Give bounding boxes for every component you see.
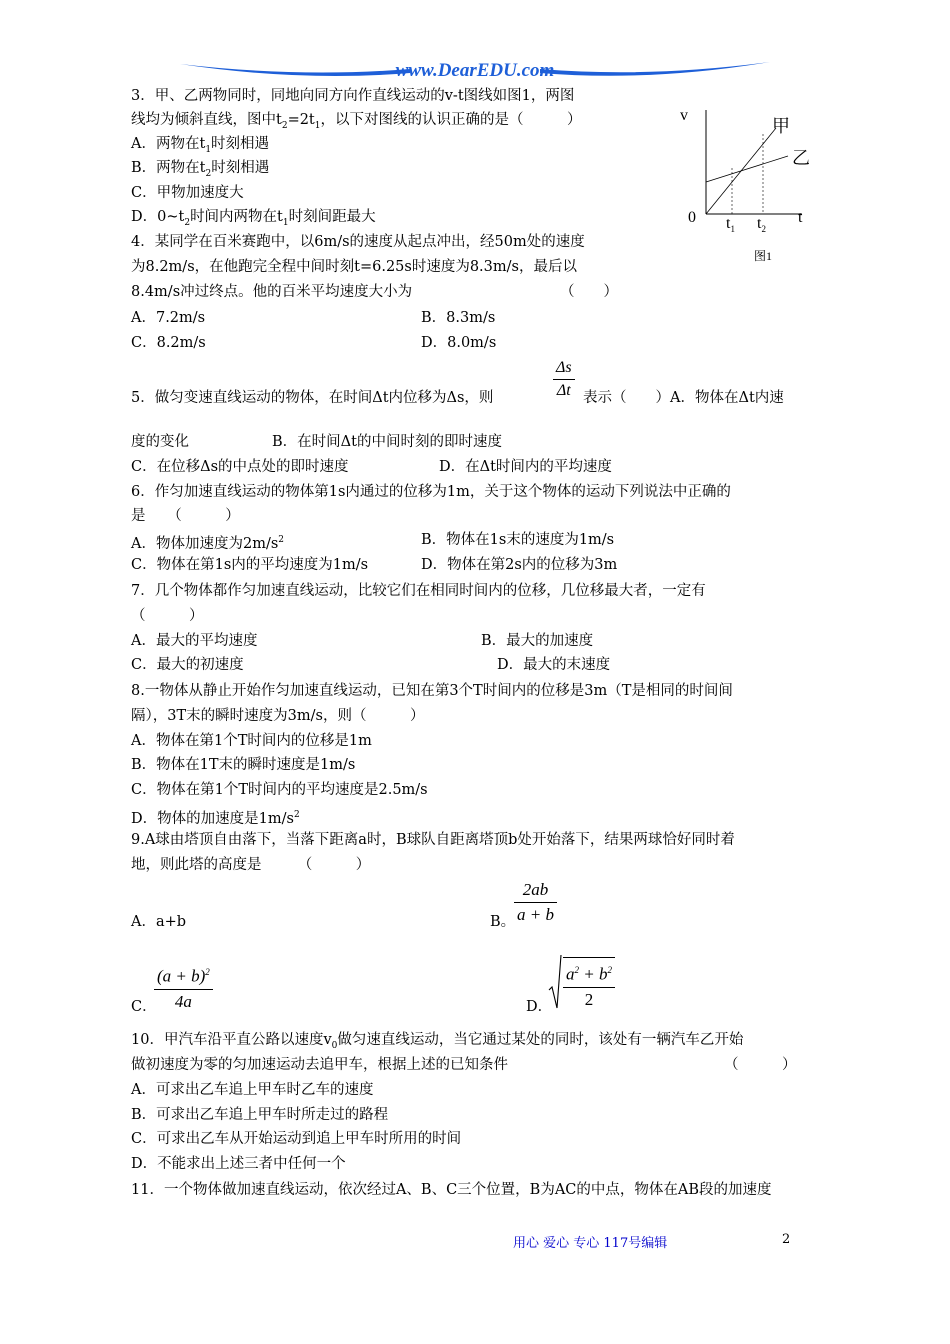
q4-option-b: B．8.3m/s [421, 310, 496, 326]
q8-option-b: B．物体在1T末的瞬时速度是1m/s [131, 757, 356, 773]
header-logo [180, 56, 770, 86]
q9-option-c-fraction: $\frac{(a + b)^2}{4a}$ [154, 960, 213, 1014]
sqrt-sign-icon [548, 954, 562, 1010]
q10-option-c: C．可求出乙车从开始运动到追上甲车时所用的时间 [131, 1131, 462, 1147]
q10-line2: 做初速度为零的匀加速运动去追甲车，根据上述的已知条件 [131, 1057, 508, 1073]
v-label: v [680, 107, 688, 124]
q9-line1: 9.A球由塔顶自由落下，当落下距离a时，B球队自距离塔顶b处开始落下，结果两球恰好同时着 [131, 832, 735, 848]
q9-option-b-fraction: $\frac{2ab}{a + b}$ [514, 878, 557, 927]
figure-caption: 图1 [754, 249, 773, 263]
q3-option-a: A．两物在$t_1$时刻相遇 [131, 136, 270, 155]
q4-option-c: C．8.2m/s [131, 335, 206, 351]
q10-option-d: D．不能求出上述三者中任何一个 [131, 1156, 346, 1172]
q3-option-c: C．甲物加速度大 [131, 185, 244, 201]
q4-option-a: A．7.2m/s [131, 310, 206, 326]
q4-option-d: D．8.0m/s [421, 335, 497, 351]
q6-option-b: B．物体在1s末的速度为1m/s [421, 532, 615, 548]
q5-option-a-cont: 度的变化 [131, 434, 189, 450]
yi-label: 乙 [792, 148, 810, 168]
q6-option-d: D．物体在第2s内的位移为3m [421, 557, 618, 573]
q4-line1: 4．某同学在百米赛跑中，以6m/s的速度从起点冲出，经50m处的速度 [131, 234, 585, 250]
q10-option-b: B．可求出乙车追上甲车时所走过的路程 [131, 1107, 389, 1123]
q7-option-a: A．最大的平均速度 [131, 633, 258, 649]
header-site-name: www.DearEDU.com [395, 60, 555, 81]
q8-option-a: A．物体在第1个T时间内的位移是1m [131, 733, 372, 749]
q3-line2: 线均为倾斜直线，图中$t_2=2t_1$，以下对图线的认识正确的是（ ） [131, 112, 582, 131]
q8-option-c: C．物体在第1个T时间内的平均速度是2.5m/s [131, 782, 428, 798]
q7-line1: 7．几个物体都作匀加速直线运动，比较它们在相同时间内的位移，几位移最大者，一定有 [131, 583, 706, 599]
q3-line1: 3．甲、乙两物同时，同地向同方向作直线运动的v-t图线如图1，两图 [131, 88, 575, 104]
q8-option-d: D．物体的加速度是$1m/s^2$ [131, 810, 300, 827]
q9-option-d-fraction: $\frac{a^2 + b^2}{2}$ [563, 957, 615, 1012]
q9-line2: 地，则此塔的高度是 （ ） [131, 857, 371, 873]
q5-fraction: $\frac{\Delta s}{\Delta t}$ [553, 357, 575, 402]
page-number: 2 [782, 1232, 791, 1247]
q8-line2: 隔），3T末的瞬时速度为3m/s，则（ ） [131, 708, 425, 724]
q4-line3: 8.4m/s冲过终点。他的百米平均速度大小为 [131, 284, 413, 300]
q9-option-b-label: B。 [490, 914, 516, 930]
jia-label: 甲 [772, 116, 790, 136]
q9-option-c-label: C． [131, 999, 157, 1015]
q10-option-a: A．可求出乙车追上甲车时乙车的速度 [131, 1082, 374, 1098]
q6-line2: 是 （ ） [131, 508, 240, 524]
origin-label: 0 [688, 209, 696, 226]
q11-line1: 11．一个物体做加速直线运动，依次经过A、B、C三个位置，B为AC的中点，物体在AB段的加速度 [131, 1182, 772, 1198]
footer-slogan: 用心 爱心 专心 117号编辑 [513, 1236, 668, 1251]
q6-line1: 6．作匀加速直线运动的物体第1s内通过的位移为1m，关于这个物体的运动下列说法中正确的 [131, 484, 731, 500]
q3-option-b: B．两物在$t_2$时刻相遇 [131, 160, 270, 179]
q4-line2: 为8.2m/s，在他跑完全程中间时刻t=6.25s时速度为8.3m/s，最后以 [131, 259, 577, 275]
q5-option-d: D．在Δt时间内的平均速度 [439, 459, 612, 475]
q3-option-d: D．$0\sim t_2$时间内两物在$t_1$时刻间距最大 [131, 209, 376, 228]
q7-option-c: C．最大的初速度 [131, 657, 244, 673]
q10-line1: 10．甲汽车沿平直公路以速度$v_0$做匀速直线运动，当它通过某处的同时，该处有一辆汽车乙开始 [131, 1032, 744, 1051]
q6-option-a: A．物体加速度为$2m/s^2$ [131, 535, 285, 552]
q5-line1-a: 5．做匀变速直线运动的物体，在时间Δt内位移为Δs，则 [131, 390, 494, 406]
q4-answer-bracket: （ ） [560, 284, 618, 300]
q5-option-c: C．在位移Δs的中点处的即时速度 [131, 459, 349, 475]
q5-option-b: B．在时间Δt的中间时刻的即时速度 [272, 434, 502, 450]
t1-label: $t_1$ [726, 215, 735, 234]
line-yi [706, 156, 788, 182]
q10-answer-bracket: （ ） [724, 1057, 797, 1073]
q5-line1-b: 表示（ ）A．物体在Δt内速 [583, 390, 784, 406]
figure-vt-graph [676, 104, 816, 264]
q6-option-c: C．物体在第1s内的平均速度为1m/s [131, 557, 369, 573]
q7-option-d: D．最大的末速度 [497, 657, 611, 673]
t2-label: $t_2$ [757, 215, 766, 234]
q9-option-a: A．a+b [131, 914, 187, 930]
t-label: t [798, 209, 803, 226]
q9-option-d-label: D． [526, 999, 553, 1015]
q7-line2: （ ） [131, 608, 204, 624]
q8-line1: 8.一物体从静止开始作匀加速直线运动，已知在第3个T时间内的位移是3m（T是相同的时间间 [131, 683, 733, 699]
q7-option-b: B．最大的加速度 [481, 633, 594, 649]
